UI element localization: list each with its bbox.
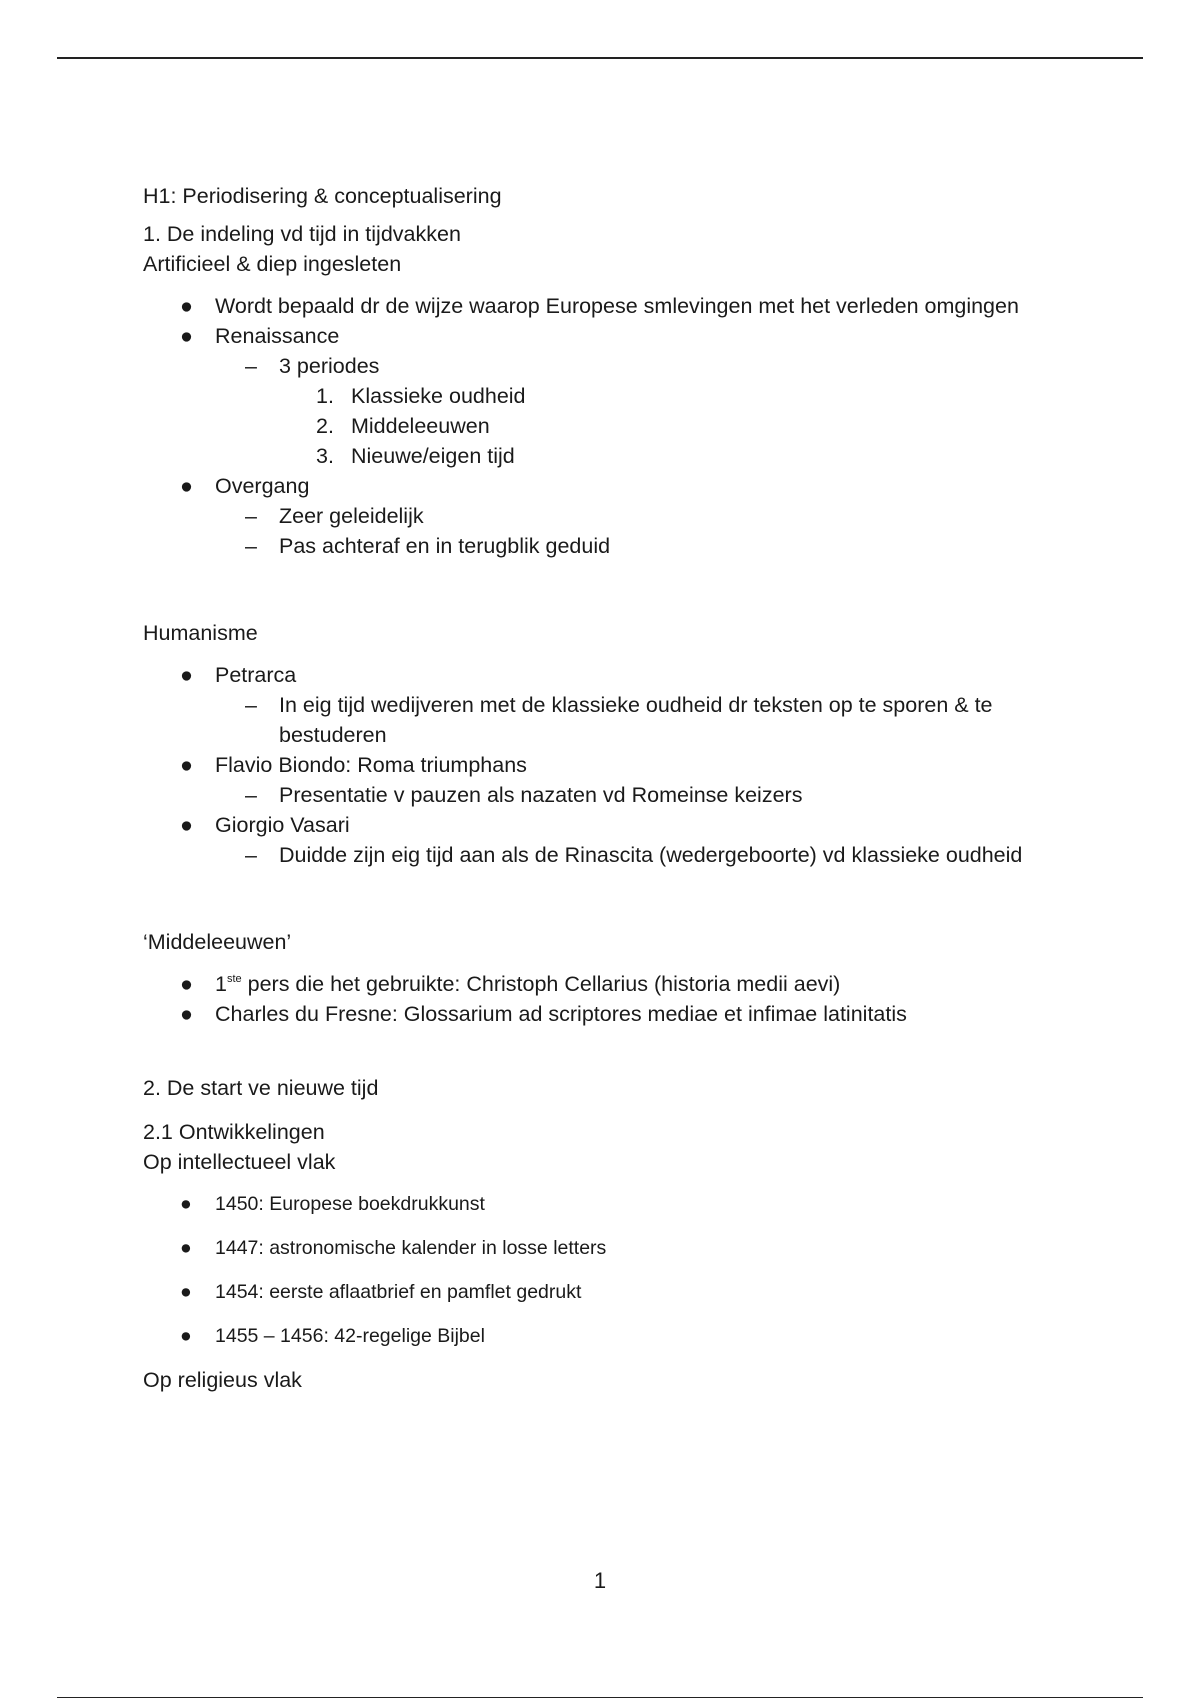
section-1-heading: 1. De indeling vd tijd in tijdvakken (143, 222, 461, 246)
renaissance-sublist (215, 351, 1083, 471)
dash-icon: – (245, 783, 257, 807)
list-item: – Duidde zijn eig tijd aan als de Rinascita (wedergeboorte) vd klassieke oudheid (215, 840, 1083, 870)
bullet-icon: ● (180, 663, 193, 687)
list-item: 1. Klassieke oudheid (316, 384, 526, 408)
humanisme-heading: Humanisme (143, 621, 258, 645)
periodes-list (279, 381, 1083, 471)
list-item: ● Petrarca – In eig tijd wedijveren met de klassieke oudheid dr teksten op te sporen & te bestuderen (143, 660, 1083, 750)
list-item: – Presentatie v pauzen als nazaten vd Romeinse keizers (215, 780, 1083, 810)
bullet-icon: ● (180, 474, 193, 498)
list-item: – Pas achteraf en in terugblik geduid (215, 531, 1083, 561)
bullet-icon: ● (180, 1325, 192, 1347)
list-item: ● 1ste pers die het gebruikte: Christoph Cellarius (historia medii aevi) (143, 969, 1083, 999)
list-item: ● Charles du Fresne: Glossarium ad scriptores mediae et infimae latinitatis (143, 999, 1083, 1029)
list-item: – In eig tijd wedijveren met de klassieke oudheid dr teksten op te sporen & te bestuderen (215, 690, 1083, 750)
list-item: ● Giorgio Vasari – Duidde zijn eig tijd aan als de Rinascita (wedergeboorte) vd klassieke oudheid (143, 810, 1083, 870)
document-body (143, 181, 1083, 1395)
bullet-icon: ● (180, 1002, 193, 1026)
section-2-1-heading: 2.1 Ontwikkelingen (143, 1120, 325, 1144)
list-item: ● 1454: eerste aflaatbrief en pamflet gedrukt (143, 1277, 1083, 1307)
overgang-sublist (215, 501, 1083, 561)
bullet-icon: ● (180, 753, 193, 777)
list-item: 2. Middeleeuwen (316, 414, 490, 438)
list-item: ● 1447: astronomische kalender in losse letters (143, 1233, 1083, 1263)
footer-rule (57, 1697, 1143, 1698)
dash-icon: – (245, 534, 257, 558)
religieus-heading: Op religieus vlak (143, 1368, 302, 1392)
bullet-icon: ● (180, 1237, 192, 1259)
dash-icon: – (245, 693, 257, 717)
list-item: 3. Nieuwe/eigen tijd (316, 444, 515, 468)
bullet-icon: ● (180, 1193, 192, 1215)
bullet-icon: ● (180, 813, 193, 837)
intellectueel-bullets (143, 1189, 1083, 1351)
list-item: ● Overgang – Zeer geleidelijk – Pas achteraf en in terugblik geduid (143, 471, 1083, 561)
list-item: – 3 periodes 1. Klassieke oudheid 2. Middeleeuwen 3. Nieuwe/eigen tijd (215, 351, 1083, 471)
bullet-icon: ● (180, 324, 193, 348)
middeleeuwen-bullets (143, 969, 1083, 1029)
dash-icon: – (245, 504, 257, 528)
section-2-heading: 2. De start ve nieuwe tijd (143, 1076, 379, 1100)
section-1-bullets (143, 291, 1083, 561)
list-item: ● Flavio Biondo: Roma triumphans – Presentatie v pauzen als nazaten vd Romeinse keizers (143, 750, 1083, 810)
dash-icon: – (245, 354, 257, 378)
middeleeuwen-heading: ‘Middeleeuwen’ (143, 930, 292, 954)
list-item: ● Wordt bepaald dr de wijze waarop Europese smlevingen met het verleden omgingen (143, 291, 1083, 321)
section-1-intro: Artificieel & diep ingesleten (143, 252, 402, 276)
humanisme-bullets (143, 660, 1083, 870)
bullet-icon: ● (180, 1281, 192, 1303)
page-title: H1: Periodisering & conceptualisering (143, 184, 502, 208)
header-rule (57, 57, 1143, 59)
page-number: 1 (593, 1568, 607, 1593)
list-item: ● Renaissance – 3 periodes 1. Klassieke oudheid 2. Middeleeuwen 3. Nieuwe/eigen tijd (143, 321, 1083, 471)
list-item: – Zeer geleidelijk (215, 501, 1083, 531)
intellectueel-heading: Op intellectueel vlak (143, 1150, 336, 1174)
list-item: ● 1450: Europese boekdrukkunst (143, 1189, 1083, 1219)
dash-icon: – (245, 843, 257, 867)
bullet-icon: ● (180, 972, 193, 996)
list-item: ● 1455 – 1456: 42-regelige Bijbel (143, 1321, 1083, 1351)
bullet-icon: ● (180, 294, 193, 318)
